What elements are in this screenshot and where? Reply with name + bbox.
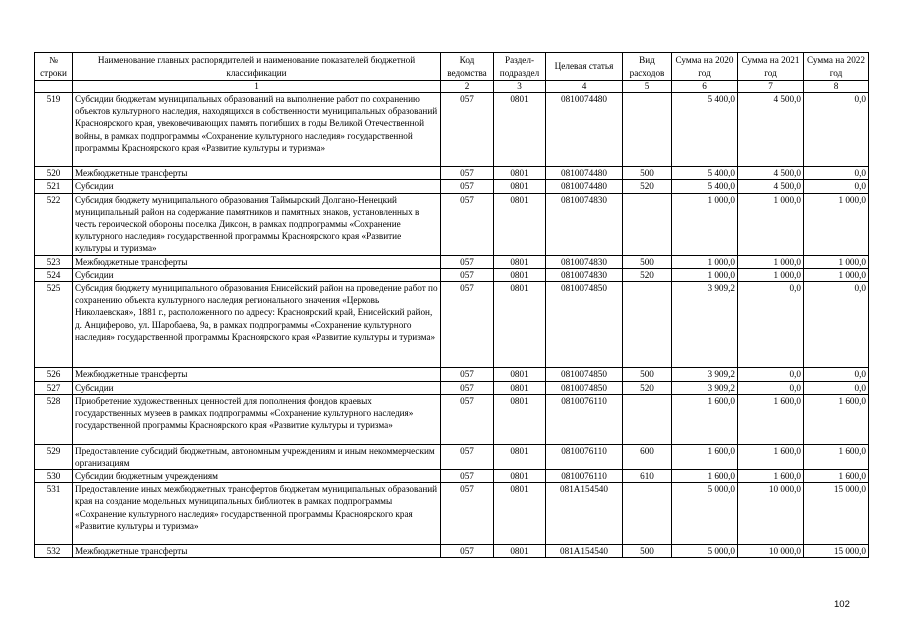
target-article-cell: 0810076110 xyxy=(546,444,623,469)
sum-2021-cell: 4 500,0 xyxy=(738,180,804,193)
sum-2020-cell: 3 909,2 xyxy=(672,368,738,381)
column-number: 3 xyxy=(494,81,546,93)
section-code-cell: 0801 xyxy=(494,268,546,281)
sum-2020-cell: 5 000,0 xyxy=(672,483,738,545)
dept-code-cell: 057 xyxy=(441,483,494,545)
dept-code-cell: 057 xyxy=(441,167,494,180)
sum-2021-cell: 10 000,0 xyxy=(738,483,804,545)
header-sum-2021: Сумма на 2021 год xyxy=(738,53,804,81)
dept-code-cell: 057 xyxy=(441,381,494,394)
header-name: Наименование главных распорядителей и наименование показателей бюджетной классификации xyxy=(73,53,441,81)
sum-2022-cell: 1 600,0 xyxy=(804,470,869,483)
row-name-cell: Субсидии xyxy=(73,381,441,394)
column-number: 2 xyxy=(441,81,494,93)
target-article-cell: 0810074480 xyxy=(546,93,623,167)
header-row-number: № строки xyxy=(35,53,73,81)
table-row xyxy=(35,167,869,180)
table-row xyxy=(35,545,869,558)
sum-2022-cell: 0,0 xyxy=(804,167,869,180)
sum-2021-cell: 0,0 xyxy=(738,368,804,381)
sum-2022-cell: 0,0 xyxy=(804,282,869,368)
sum-2020-cell: 3 909,2 xyxy=(672,381,738,394)
sum-2021-cell: 10 000,0 xyxy=(738,545,804,558)
table-row xyxy=(35,193,869,255)
dept-code-cell: 057 xyxy=(441,180,494,193)
table-row xyxy=(35,470,869,483)
target-article-cell: 0810076110 xyxy=(546,470,623,483)
target-article-cell: 0810074830 xyxy=(546,193,623,255)
expense-type-cell: 610 xyxy=(623,470,672,483)
section-code-cell: 0801 xyxy=(494,444,546,469)
dept-code-cell: 057 xyxy=(441,444,494,469)
sum-2021-cell: 1 600,0 xyxy=(738,444,804,469)
row-name-cell: Межбюджетные трансферты xyxy=(73,545,441,558)
row-name-cell: Субсидии xyxy=(73,180,441,193)
row-name-cell: Субсидия бюджету муниципального образования Енисейский район на проведение работ по сохранению объекта культурного наследия регионального значения «Церковь Николаевская», 1881 г., расположенного по адресу: Красноярский край, Енисейский район, д. Анциферово, ул. Шаробаева, 9а, в рамках подпрограммы «Сохранение культурного наследия» государственной программы Красноярского края «Развитие культуры и туризма» xyxy=(73,282,441,368)
sum-2020-cell: 1 000,0 xyxy=(672,193,738,255)
row-number-cell: 523 xyxy=(35,255,73,268)
header-section: Раздел-подраздел xyxy=(494,53,546,81)
section-code-cell: 0801 xyxy=(494,93,546,167)
expense-type-cell: 520 xyxy=(623,180,672,193)
target-article-cell: 081A154540 xyxy=(546,545,623,558)
dept-code-cell: 057 xyxy=(441,282,494,368)
row-number-cell: 524 xyxy=(35,268,73,281)
table-row xyxy=(35,180,869,193)
column-number: 5 xyxy=(623,81,672,93)
row-name-cell: Межбюджетные трансферты xyxy=(73,255,441,268)
sum-2022-cell: 1 000,0 xyxy=(804,268,869,281)
section-code-cell: 0801 xyxy=(494,545,546,558)
table-row xyxy=(35,255,869,268)
column-number xyxy=(35,81,73,93)
section-code-cell: 0801 xyxy=(494,193,546,255)
sum-2022-cell: 15 000,0 xyxy=(804,483,869,545)
section-code-cell: 0801 xyxy=(494,381,546,394)
sum-2022-cell: 0,0 xyxy=(804,93,869,167)
sum-2020-cell: 5 000,0 xyxy=(672,545,738,558)
header-sum-2022: Сумма на 2022 год xyxy=(804,53,869,81)
target-article-cell: 0810074480 xyxy=(546,167,623,180)
table-body xyxy=(35,93,869,558)
row-number-cell: 520 xyxy=(35,167,73,180)
sum-2022-cell: 0,0 xyxy=(804,368,869,381)
expense-type-cell: 600 xyxy=(623,444,672,469)
section-code-cell: 0801 xyxy=(494,255,546,268)
expense-type-cell xyxy=(623,483,672,545)
row-name-cell: Межбюджетные трансферты xyxy=(73,167,441,180)
table-row xyxy=(35,282,869,368)
row-number-cell: 526 xyxy=(35,368,73,381)
row-name-cell: Предоставление субсидий бюджетным, автономным учреждениям и иным некоммерческим организациям xyxy=(73,444,441,469)
expense-type-cell xyxy=(623,93,672,167)
header-sum-2020: Сумма на 2020 год xyxy=(672,53,738,81)
row-number-cell: 525 xyxy=(35,282,73,368)
expense-type-cell: 520 xyxy=(623,381,672,394)
expense-type-cell xyxy=(623,193,672,255)
table-row xyxy=(35,381,869,394)
dept-code-cell: 057 xyxy=(441,470,494,483)
sum-2022-cell: 1 600,0 xyxy=(804,394,869,444)
sum-2022-cell: 1 000,0 xyxy=(804,193,869,255)
sum-2021-cell: 0,0 xyxy=(738,381,804,394)
sum-2020-cell: 1 000,0 xyxy=(672,255,738,268)
sum-2021-cell: 1 000,0 xyxy=(738,193,804,255)
dept-code-cell: 057 xyxy=(441,394,494,444)
sum-2021-cell: 1 000,0 xyxy=(738,255,804,268)
row-number-cell: 528 xyxy=(35,394,73,444)
header-dept-code: Код ведомства xyxy=(441,53,494,81)
sum-2021-cell: 4 500,0 xyxy=(738,167,804,180)
target-article-cell: 0810074480 xyxy=(546,180,623,193)
sum-2020-cell: 5 400,0 xyxy=(672,93,738,167)
section-code-cell: 0801 xyxy=(494,180,546,193)
table-row xyxy=(35,93,869,167)
row-number-cell: 531 xyxy=(35,483,73,545)
sum-2020-cell: 1 600,0 xyxy=(672,470,738,483)
section-code-cell: 0801 xyxy=(494,167,546,180)
column-number-row xyxy=(35,81,869,93)
sum-2021-cell: 1 000,0 xyxy=(738,268,804,281)
table-row xyxy=(35,368,869,381)
target-article-cell: 0810074830 xyxy=(546,255,623,268)
row-name-cell: Приобретение художественных ценностей для пополнения фондов краевых государственных музеев в рамках подпрограммы «Сохранение культурного наследия» государственной программы Красноярского края «Развитие культуры и туризма» xyxy=(73,394,441,444)
row-number-cell: 521 xyxy=(35,180,73,193)
section-code-cell: 0801 xyxy=(494,470,546,483)
sum-2021-cell: 1 600,0 xyxy=(738,470,804,483)
sum-2020-cell: 1 000,0 xyxy=(672,268,738,281)
sum-2021-cell: 1 600,0 xyxy=(738,394,804,444)
header-row xyxy=(35,53,869,81)
table-row xyxy=(35,394,869,444)
section-code-cell: 0801 xyxy=(494,394,546,444)
row-name-cell: Субсидии xyxy=(73,268,441,281)
sum-2020-cell: 3 909,2 xyxy=(672,282,738,368)
table-row xyxy=(35,483,869,545)
dept-code-cell: 057 xyxy=(441,268,494,281)
sum-2022-cell: 1 600,0 xyxy=(804,444,869,469)
expense-type-cell xyxy=(623,282,672,368)
sum-2021-cell: 0,0 xyxy=(738,282,804,368)
sum-2020-cell: 1 600,0 xyxy=(672,444,738,469)
expense-type-cell: 520 xyxy=(623,268,672,281)
row-name-cell: Предоставление иных межбюджетных трансфертов бюджетам муниципальных образований края на создание модельных муниципальных библиотек в рамках подпрограммы «Сохранение культурного наследия» государственной программы Красноярского края «Развитие культуры и туризма» xyxy=(73,483,441,545)
target-article-cell: 0810074830 xyxy=(546,268,623,281)
column-number: 8 xyxy=(804,81,869,93)
section-code-cell: 0801 xyxy=(494,368,546,381)
section-code-cell: 0801 xyxy=(494,483,546,545)
budget-table xyxy=(34,52,869,558)
column-number: 6 xyxy=(672,81,738,93)
sum-2020-cell: 5 400,0 xyxy=(672,180,738,193)
header-expense-type: Вид расходов xyxy=(623,53,672,81)
row-name-cell: Субсидии бюджетам муниципальных образований на выполнение работ по сохранению объектов культурного наследия, находящихся в собственности муниципальных образований Красноярского края, увековечивающих память погибших в годы Великой Отечественной войны, в рамках подпрограммы «Сохранение культурного наследия» государственной программы Красноярского края «Развитие культуры и туризма» xyxy=(73,93,441,167)
section-code-cell: 0801 xyxy=(494,282,546,368)
column-number: 4 xyxy=(546,81,623,93)
dept-code-cell: 057 xyxy=(441,255,494,268)
row-number-cell: 530 xyxy=(35,470,73,483)
target-article-cell: 0810074850 xyxy=(546,381,623,394)
target-article-cell: 0810074850 xyxy=(546,368,623,381)
row-name-cell: Субсидии бюджетным учреждениям xyxy=(73,470,441,483)
table-row xyxy=(35,268,869,281)
target-article-cell: 0810076110 xyxy=(546,394,623,444)
row-name-cell: Межбюджетные трансферты xyxy=(73,368,441,381)
row-number-cell: 532 xyxy=(35,545,73,558)
target-article-cell: 0810074850 xyxy=(546,282,623,368)
expense-type-cell: 500 xyxy=(623,255,672,268)
column-number: 1 xyxy=(73,81,441,93)
dept-code-cell: 057 xyxy=(441,193,494,255)
row-number-cell: 527 xyxy=(35,381,73,394)
row-name-cell: Субсидия бюджету муниципального образования Таймырский Долгано-Ненецкий муниципальный район на содержание памятников и памятных знаков, установленных в честь героической обороны поселка Диксон, в рамках подпрограммы «Сохранение культурного наследия» государственной программы Красноярского края «Развитие культуры и туризма» xyxy=(73,193,441,255)
row-number-cell: 522 xyxy=(35,193,73,255)
row-number-cell: 529 xyxy=(35,444,73,469)
dept-code-cell: 057 xyxy=(441,545,494,558)
sum-2022-cell: 1 000,0 xyxy=(804,255,869,268)
dept-code-cell: 057 xyxy=(441,93,494,167)
table-row xyxy=(35,444,869,469)
expense-type-cell: 500 xyxy=(623,545,672,558)
sum-2020-cell: 1 600,0 xyxy=(672,394,738,444)
row-number-cell: 519 xyxy=(35,93,73,167)
sum-2022-cell: 0,0 xyxy=(804,180,869,193)
expense-type-cell xyxy=(623,394,672,444)
header-target-article: Целевая статья xyxy=(546,53,623,81)
sum-2020-cell: 5 400,0 xyxy=(672,167,738,180)
column-number: 7 xyxy=(738,81,804,93)
expense-type-cell: 500 xyxy=(623,167,672,180)
target-article-cell: 081A154540 xyxy=(546,483,623,545)
dept-code-cell: 057 xyxy=(441,368,494,381)
sum-2022-cell: 15 000,0 xyxy=(804,545,869,558)
expense-type-cell: 500 xyxy=(623,368,672,381)
sum-2022-cell: 0,0 xyxy=(804,381,869,394)
sum-2021-cell: 4 500,0 xyxy=(738,93,804,167)
page-number: 102 xyxy=(834,599,850,610)
